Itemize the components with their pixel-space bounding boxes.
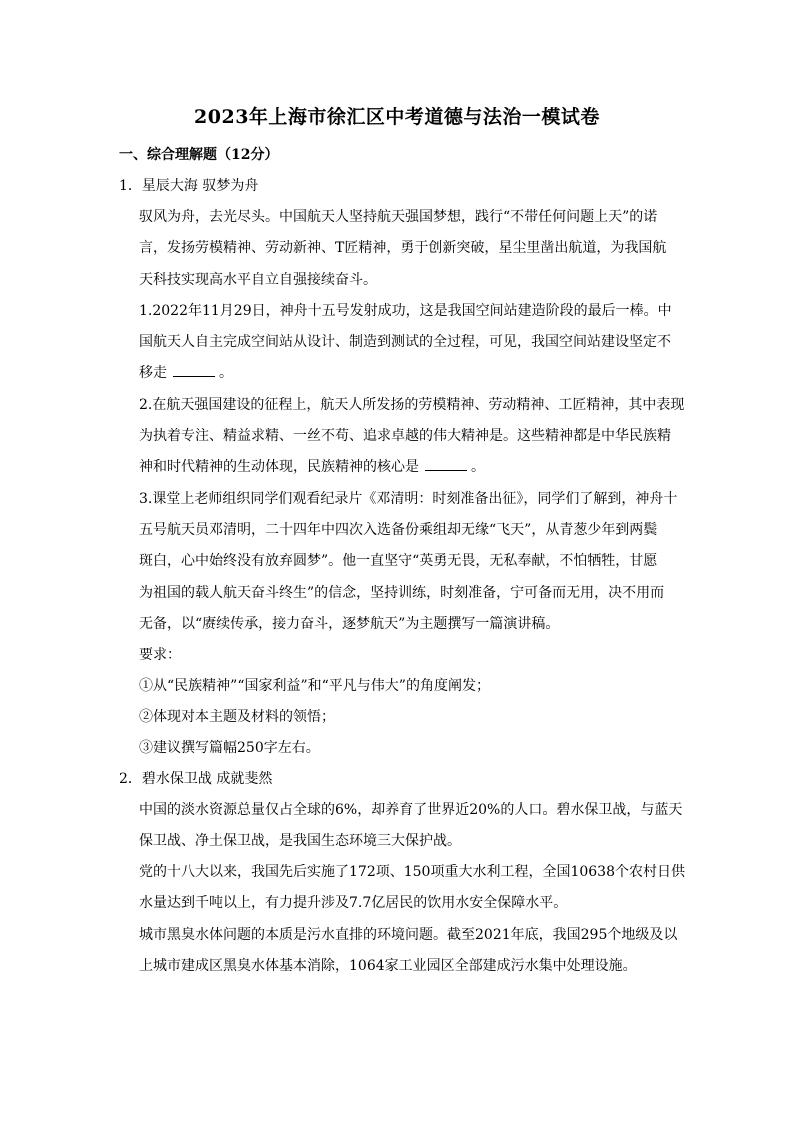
q1-sub1-line bbox=[139, 363, 233, 383]
question-2-heading: 2．碧水保卫战 成就斐然 bbox=[119, 771, 273, 787]
q2-para-line: 上城市建成区黑臭水体基本消除，1064家工业园区全部建成污水集中处理设施。 bbox=[139, 958, 637, 974]
q1-sub2-line: 为执着专注、精益求精、一丝不苟、追求卓越的伟大精神是。这些精神都是中华民族精 bbox=[139, 428, 671, 444]
requirements-label: 要求： bbox=[139, 647, 181, 663]
q1-para-line: 驭风为舟，去光尽头。中国航天人坚持航天强国梦想，践行“不带任何问题上天”的诺 bbox=[139, 209, 658, 225]
q2-para-line: 中国的淡水资源总量仅占全球的6%，却养育了世界近20%的人口。碧水保卫战，与蓝天 bbox=[139, 802, 683, 818]
q1-sub1-line: 国航天人自主完成空间站从设计、制造到测试的全过程，可见，我国空间站建设坚定不 bbox=[139, 334, 671, 350]
q1-sub1-end: 。 bbox=[219, 365, 233, 381]
section-heading: 一、综合理解题（12分） bbox=[119, 147, 279, 163]
q2-para-line: 保卫战、净土保卫战，是我国生态环境三大保护战。 bbox=[139, 833, 461, 849]
q1-sub2-end: 。 bbox=[471, 459, 485, 475]
question-1-heading: 1．星辰大海 驭梦为舟 bbox=[119, 178, 259, 194]
q1-sub3-line: 无备，以“赓续传承，接力奋斗，逐梦航天”为主题撰写一篇演讲稿。 bbox=[139, 616, 560, 632]
q2-para-line: 党的十八大以来，我国先后实施了172项、150项重大水利工程，全国10638个农村日供 bbox=[139, 864, 685, 880]
q1-sub3-line: 斑白，心中始终没有放弃圆梦”。他一直坚守“英勇无畏，无私奉献，不怕牺牲，甘愿 bbox=[139, 553, 658, 569]
requirement-item: ①从“民族精神”“国家利益”和“平凡与伟大”的角度阐发； bbox=[139, 678, 490, 694]
page-title: 2023年上海市徐汇区中考道德与法治一模试卷 bbox=[194, 106, 600, 128]
q1-sub3-line: 为祖国的载人航天奋斗终生”的信念，坚持训练，时刻准备，宁可备而无用，决不用而 bbox=[139, 585, 665, 601]
q1-sub2-line: 2.在航天强国建设的征程上，航天人所发扬的劳模精神、劳动精神、工匠精神，其中表现 bbox=[139, 397, 685, 413]
answer-blank[interactable] bbox=[173, 363, 215, 377]
answer-blank[interactable] bbox=[425, 457, 467, 471]
q1-sub2-text: 神和时代精神的生动体现，民族精神的核心是 bbox=[139, 459, 419, 475]
q2-para-line: 水量达到千吨以上，有力提升涉及7.7亿居民的饮用水安全保障水平。 bbox=[139, 895, 568, 911]
q2-para-line: 城市黑臭水体问题的本质是污水直排的环境问题。截至2021年底，我国295个地级及以 bbox=[139, 927, 678, 943]
q1-sub1-text: 移走 bbox=[139, 365, 167, 381]
requirement-item: ②体现对本主题及材料的领悟； bbox=[139, 709, 335, 725]
q1-sub3-line: 五号航天员邓清明，二十四年中四次入选备份乘组却无缘“飞天”，从青葱少年到两鬓 bbox=[139, 522, 658, 538]
q1-para-line: 天科技实现高水平自立自强接续奋斗。 bbox=[139, 272, 377, 288]
q1-sub2-line bbox=[139, 457, 485, 477]
q1-sub3-line: 3.课堂上老师组织同学们观看纪录片《邓清明：时刻准备出征》，同学们了解到，神舟十 bbox=[139, 491, 678, 507]
q1-para-line: 言，发扬劳模精神、劳动新神、T匠精神，勇于创新突破，星尘里凿出航道，为我国航 bbox=[139, 240, 667, 256]
requirement-item: ③建议撰写篇幅250字左右。 bbox=[139, 740, 320, 756]
q1-sub1-line: 1.2022年11月29日，神舟十五号发射成功，这是我国空间站建造阶段的最后一棒。中 bbox=[139, 303, 672, 319]
